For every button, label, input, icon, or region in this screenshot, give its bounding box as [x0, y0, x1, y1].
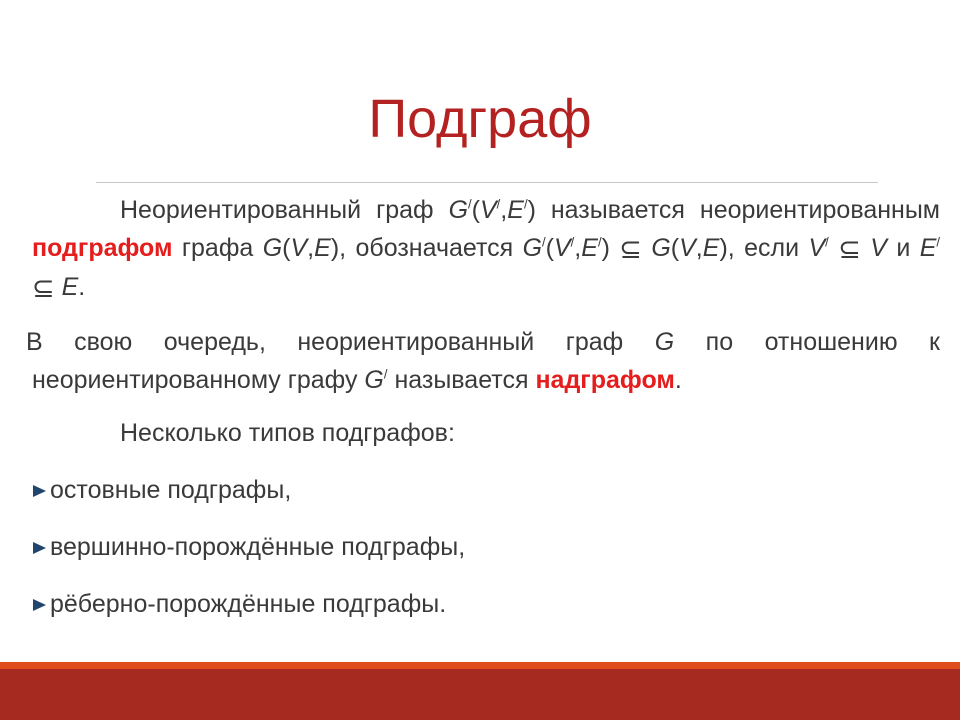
- formula-subset-relation: G/(V/,E/) ⊆ G(V,E): [522, 234, 728, 264]
- formula-subgraph: G/(V/,E/): [448, 196, 536, 224]
- formula-g-prime: G/: [364, 366, 388, 394]
- bullet-arrow-icon: [33, 542, 46, 554]
- types-intro: Несколько типов подграфов:: [120, 419, 455, 447]
- slide-title: Подграф: [368, 89, 592, 149]
- formula-vertex-subset: V/ ⊆ V: [808, 234, 887, 264]
- term-subgraph: подграфом: [32, 234, 173, 262]
- bullet-arrow-icon: [33, 599, 46, 611]
- formula-edge-subset: E/ ⊆ E: [32, 234, 941, 303]
- list-item: вершинно-порождённые подграфы,: [32, 528, 912, 585]
- title-divider: [96, 182, 878, 183]
- subgraph-types-list: [32, 471, 912, 642]
- list-item: рёберно-порождённые подграфы.: [32, 585, 912, 642]
- bullet-arrow-icon: [33, 485, 46, 497]
- footer-bar: [0, 669, 960, 720]
- list-item: остовные подграфы,: [32, 471, 912, 528]
- definition-paragraph: Неориентированный граф G/(V/,E/) называется неориентированным подграфом графа G(V,E), обозначается G/(V/,E/) ⊆ G(V,E), если V/ ⊆ V и E/ ⊆ E.: [32, 196, 941, 303]
- footer-accent-line: [0, 662, 960, 669]
- term-supergraph: надграфом: [535, 366, 675, 394]
- supergraph-paragraph: В свою очередь, неориентированный граф G по отношению к неориентированному графу G/ называется надграфом.: [26, 328, 940, 394]
- formula-g: G: [654, 328, 675, 356]
- formula-graph: G(V,E): [262, 234, 340, 262]
